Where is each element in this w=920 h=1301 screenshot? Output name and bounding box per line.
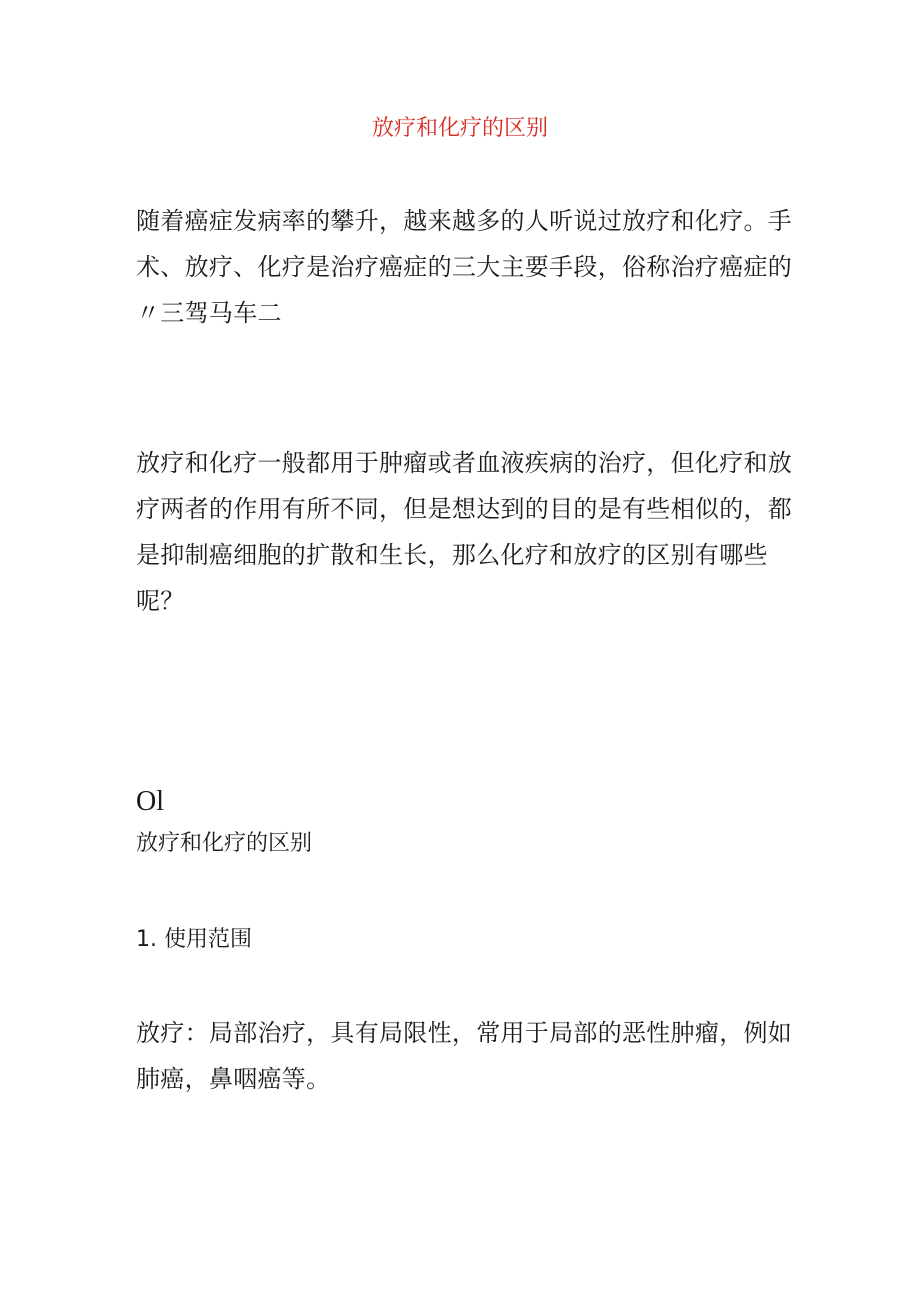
overview-paragraph: 放疗和化疗一般都用于肿瘤或者血液疾病的治疗，但化疗和放疗两者的作用有所不同，但是想达到的目的是有些相似的，都是抑制癌细胞的扩散和生长，那么化疗和放疗的区别有哪些呢？ (136, 449, 793, 615)
section-title: 放疗和化疗的区别 (136, 831, 313, 856)
section-number: Ol (136, 786, 164, 817)
subsection-title: 1. 使用范围 (136, 927, 252, 952)
intro-paragraph: 随着癌症发病率的攀升，越来越多的人听说过放疗和化疗。手术、放疗、化疗是治疗癌症的三大主要手段，俗称治疗癌症的〃三驾马车二 (136, 207, 793, 327)
document-title: 放疗和化疗的区别 (371, 116, 548, 141)
radiotherapy-paragraph: 放疗：局部治疗，具有局限性，常用于局部的恶性肿瘤，例如肺癌，鼻咽癌等。 (136, 1019, 793, 1093)
